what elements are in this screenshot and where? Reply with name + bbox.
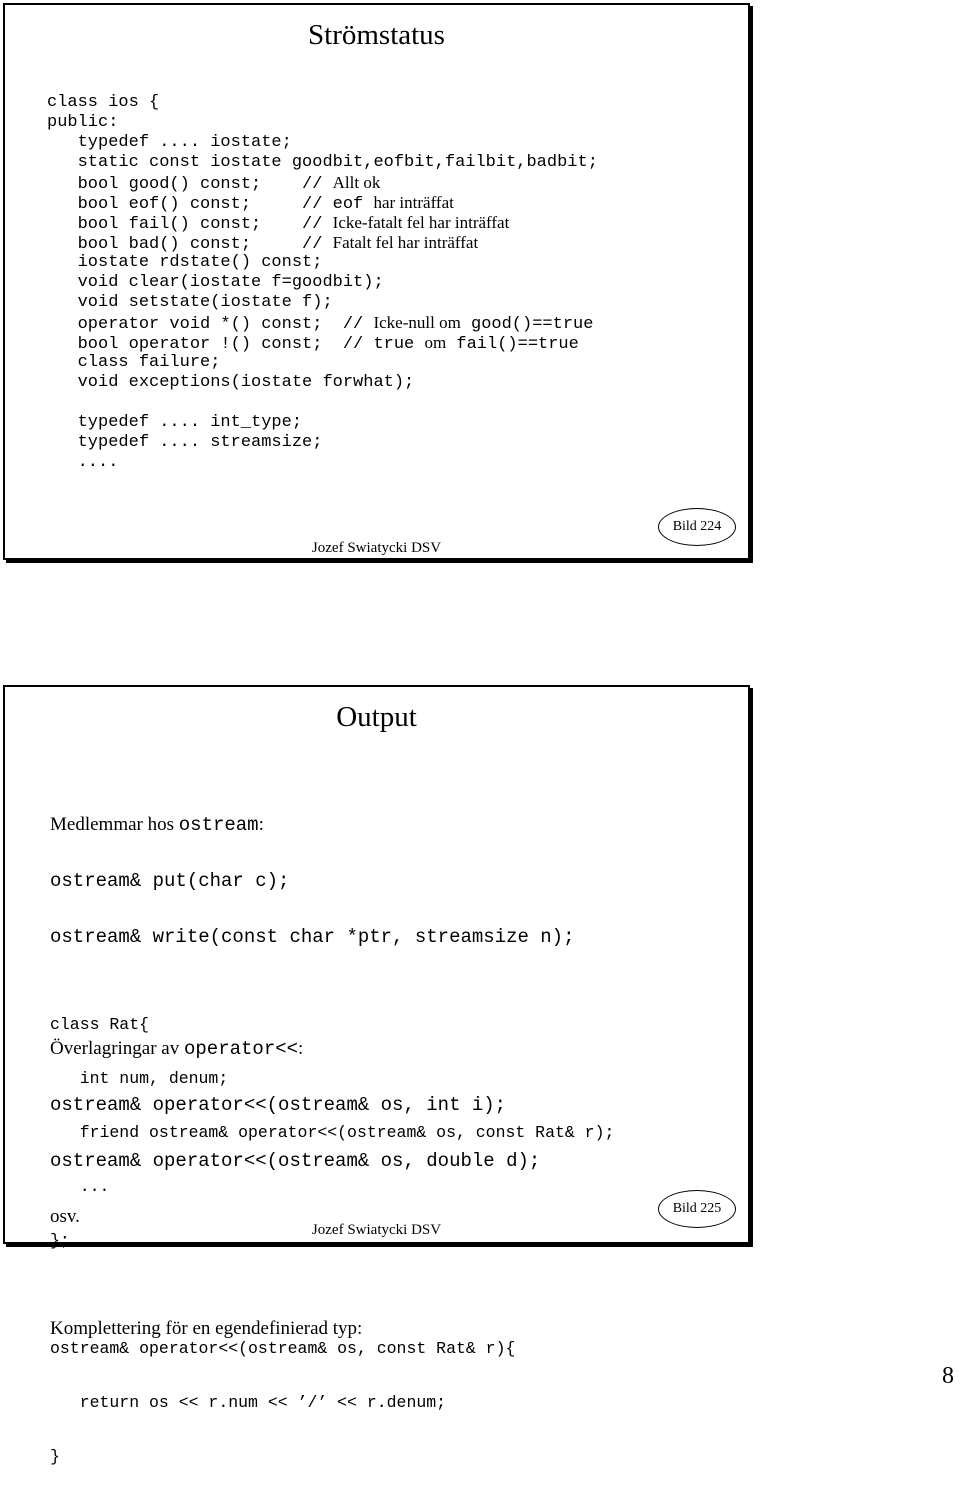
code-line: typedef .... iostate; <box>47 133 292 152</box>
slide-title: Output <box>336 701 417 733</box>
overload-line: ostream& operator<<(ostream& os, double d); <box>50 1150 541 1172</box>
code-line: bool good() const; // Allt ok <box>47 173 381 194</box>
slide-title: Strömstatus <box>308 19 445 51</box>
code-line: bool fail() const; // Icke-fatalt fel har inträffat <box>47 213 510 234</box>
slide-number-badge: Bild 225 <box>658 1190 736 1228</box>
code-line: static const iostate goodbit,eofbit,failbit,badbit; <box>47 153 598 172</box>
class-line: ... <box>50 1177 110 1196</box>
slide-225 <box>3 685 750 1466</box>
func-line: ostream& operator<<(ostream& os, const Rat& r){ <box>50 1339 516 1358</box>
class-line: }; <box>50 1231 70 1250</box>
slide-number-badge: Bild 224 <box>658 508 736 546</box>
code-line: class ios { <box>47 93 160 112</box>
class-line: int num, denum; <box>50 1069 229 1088</box>
complement-heading: Komplettering för en egendefinierad typ: <box>50 1318 363 1339</box>
code-line: operator void *() const; // Icke-null om good()==true <box>47 313 594 334</box>
etc-text: osv. <box>50 1206 80 1227</box>
member-line: ostream& write(const char *ptr, streamsize n); <box>50 926 575 948</box>
member-line: ostream& put(char c); <box>50 870 290 892</box>
slide-224 <box>3 3 750 560</box>
code-line: public: <box>47 113 119 132</box>
func-line: } <box>50 1447 60 1466</box>
code-line: .... <box>47 453 119 472</box>
footer-author: Jozef Swiatycki DSV <box>311 1222 442 1238</box>
code-line: void setstate(iostate f); <box>47 293 333 312</box>
class-line: friend ostream& operator<<(ostream& os, const Rat& r); <box>50 1123 615 1142</box>
code-line: typedef .... streamsize; <box>47 433 323 452</box>
overloads-heading: Överlagringar av operator<<: <box>50 1038 304 1060</box>
ios-class-code <box>47 93 598 473</box>
page-number: 8 <box>942 1363 954 1389</box>
code-line: void clear(iostate f=goodbit); <box>47 273 384 292</box>
members-heading: Medlemmar hos ostream: <box>50 814 264 836</box>
code-line: class failure; <box>47 353 221 372</box>
code-line: bool bad() const; // Fatalt fel har inträffat <box>47 233 479 254</box>
code-line: void exceptions(iostate forwhat); <box>47 373 415 392</box>
code-line: iostate rdstate() const; <box>47 253 323 272</box>
code-line: bool operator !() const; // true om fail()==true <box>47 333 579 354</box>
class-line: class Rat{ <box>50 1015 150 1034</box>
code-line: bool eof() const; // eof har inträffat <box>47 193 454 214</box>
code-line: typedef .... int_type; <box>47 413 303 432</box>
code-line <box>47 393 598 413</box>
func-line: return os << r.num << ’/’ << r.denum; <box>50 1393 447 1412</box>
rat-code <box>50 980 614 1502</box>
footer-author: Jozef Swiatycki DSV <box>311 540 442 556</box>
overload-line: ostream& operator<<(ostream& os, int i); <box>50 1094 507 1116</box>
